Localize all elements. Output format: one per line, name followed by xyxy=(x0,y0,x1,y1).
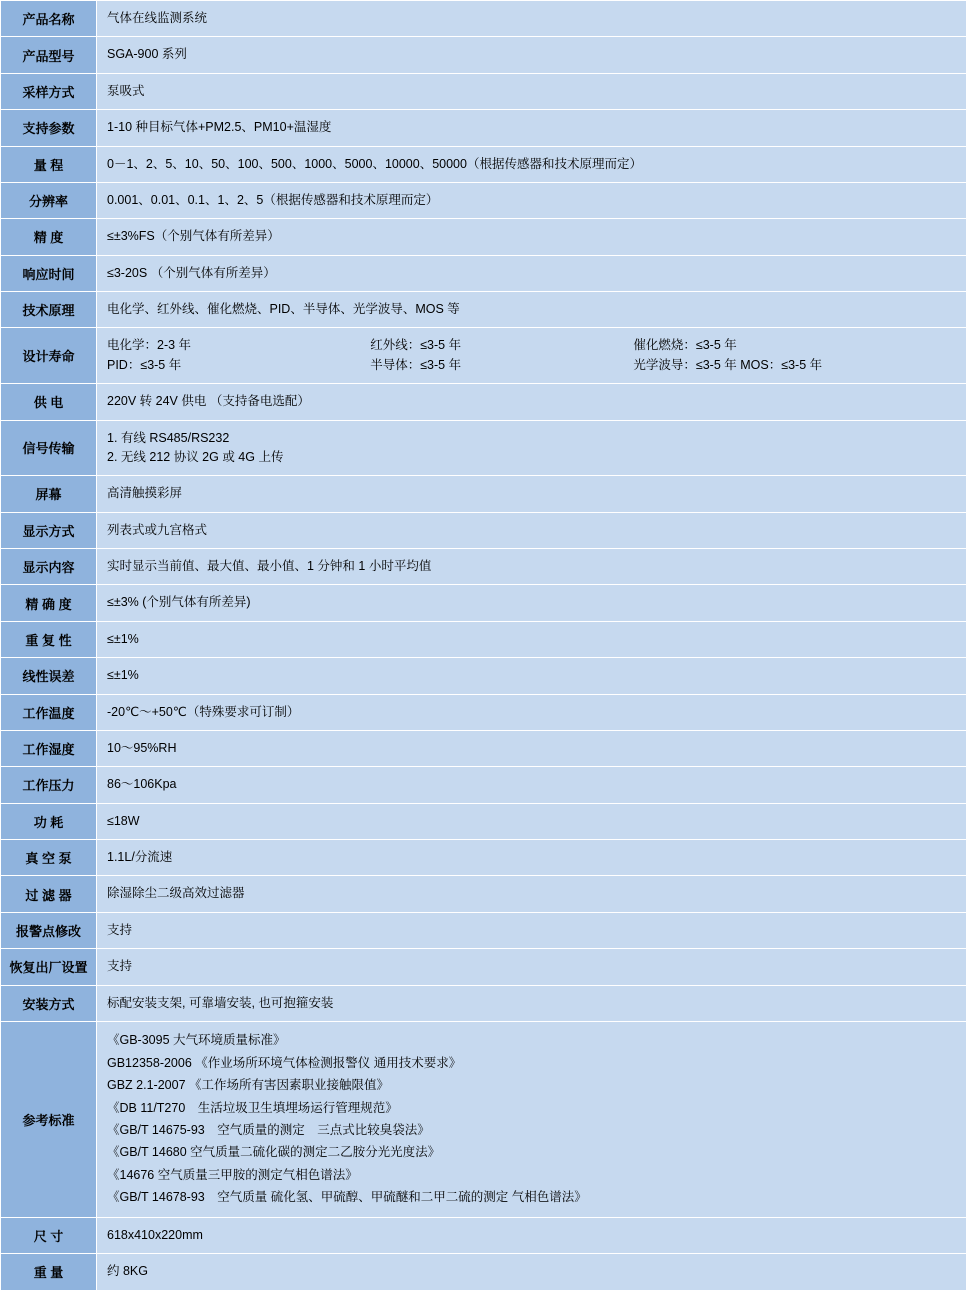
table-row xyxy=(1,182,967,218)
lifespan-cell: 红外线：≤3-5 年 xyxy=(370,338,462,353)
table-row xyxy=(1,73,967,109)
value-line: 《14676 空气质量三甲胺的测定气相色谱法》 xyxy=(107,1167,358,1182)
table-row xyxy=(1,37,967,73)
row-label: 显示内容 xyxy=(1,549,97,585)
table-row xyxy=(1,1217,967,1253)
table-row xyxy=(1,512,967,548)
row-value: 支持 xyxy=(97,912,967,948)
row-value: 86～106Kpa xyxy=(97,767,967,803)
row-label: 精 确 度 xyxy=(1,585,97,621)
row-value: ≤±3% (个别气体有所差异) xyxy=(97,585,967,621)
table-row xyxy=(1,585,967,621)
row-label: 安装方式 xyxy=(1,985,97,1021)
table-row xyxy=(1,1021,967,1217)
value-line: 《GB/T 14678-93 空气质量 硫化氢、甲硫醇、甲硫醚和二甲二硫的测定 气相色谱法》 xyxy=(107,1190,587,1204)
value-line: 《DB 11/T270 生活垃圾卫生填埋场运行管理规范》 xyxy=(107,1100,398,1115)
value-line: 《GB/T 14680 空气质量二硫化碳的测定二乙胺分光光度法》 xyxy=(107,1145,441,1160)
row-value: 约 8KG xyxy=(97,1254,967,1290)
table-row xyxy=(1,876,967,912)
value-line: GB12358-2006 《作业场所环境气体检测报警仪 通用技术要求》 xyxy=(107,1055,462,1070)
row-label: 供 电 xyxy=(1,384,97,420)
row-label: 技术原理 xyxy=(1,292,97,328)
table-row xyxy=(1,1,967,37)
table-row xyxy=(1,767,967,803)
row-label: 线性误差 xyxy=(1,658,97,694)
row-label: 支持参数 xyxy=(1,110,97,146)
row-value: 标配安装支架, 可靠墙安装, 也可抱箍安装 xyxy=(97,985,967,1021)
row-label: 精 度 xyxy=(1,219,97,255)
table-row xyxy=(1,730,967,766)
lifespan-grid xyxy=(107,336,956,375)
table-row xyxy=(1,985,967,1021)
table-row xyxy=(1,219,967,255)
row-value: -20℃～+50℃（特殊要求可订制） xyxy=(97,694,967,730)
row-value xyxy=(97,328,967,384)
row-label: 工作湿度 xyxy=(1,730,97,766)
row-label: 显示方式 xyxy=(1,512,97,548)
table-row xyxy=(1,840,967,876)
value-line: 《GB-3095 大气环境质量标准》 xyxy=(107,1033,286,1048)
value-line: 2. 无线 212 协议 2G 或 4G 上传 xyxy=(107,449,284,464)
lifespan-row xyxy=(107,336,956,355)
row-label: 尺 寸 xyxy=(1,1217,97,1253)
row-label: 真 空 泵 xyxy=(1,840,97,876)
row-label: 分辨率 xyxy=(1,182,97,218)
row-value: 泵吸式 xyxy=(97,73,967,109)
table-row xyxy=(1,110,967,146)
lifespan-cell: 催化燃烧：≤3-5 年 xyxy=(633,338,737,353)
row-value: 电化学、红外线、催化燃烧、PID、半导体、光学波导、MOS 等 xyxy=(97,292,967,328)
row-label: 工作压力 xyxy=(1,767,97,803)
row-label: 屏幕 xyxy=(1,476,97,512)
row-label: 重 复 性 xyxy=(1,621,97,657)
table-row xyxy=(1,803,967,839)
row-label: 工作温度 xyxy=(1,694,97,730)
row-value: 1-10 种目标气体+PM2.5、PM10+温湿度 xyxy=(97,110,967,146)
table-row xyxy=(1,694,967,730)
row-value: SGA-900 系列 xyxy=(97,37,967,73)
row-value: 220V 转 24V 供电 （支持备电选配） xyxy=(97,384,967,420)
row-label: 功 耗 xyxy=(1,803,97,839)
row-value: 0－1、2、5、10、50、100、500、1000、5000、10000、50000（根据传感器和技术原理而定） xyxy=(97,146,967,182)
lifespan-cell: 电化学：2-3 年 xyxy=(107,338,192,353)
row-value: 618x410x220mm xyxy=(97,1217,967,1253)
value-line: GBZ 2.1-2007 《工作场所有害因素职业接触限值》 xyxy=(107,1078,389,1093)
row-label: 产品型号 xyxy=(1,37,97,73)
lifespan-row xyxy=(107,356,956,375)
value-line: 1. 有线 RS485/RS232 xyxy=(107,430,230,445)
row-label: 设计寿命 xyxy=(1,328,97,384)
row-label: 信号传输 xyxy=(1,420,97,476)
row-value: 1.1L/分流速 xyxy=(97,840,967,876)
row-value: ≤18W xyxy=(97,803,967,839)
table-row xyxy=(1,912,967,948)
row-label: 量 程 xyxy=(1,146,97,182)
row-value: 气体在线监测系统 xyxy=(97,1,967,37)
row-value: ≤±3%FS（个别气体有所差异） xyxy=(97,219,967,255)
row-value: 0.001、0.01、0.1、1、2、5（根据传感器和技术原理而定） xyxy=(97,182,967,218)
row-value: 列表式或九宫格式 xyxy=(97,512,967,548)
row-value: ≤3-20S （个别气体有所差异） xyxy=(97,255,967,291)
table-row xyxy=(1,146,967,182)
row-value: 除湿除尘二级高效过滤器 xyxy=(97,876,967,912)
table-row xyxy=(1,476,967,512)
row-label: 响应时间 xyxy=(1,255,97,291)
table-row xyxy=(1,420,967,476)
row-label: 恢复出厂设置 xyxy=(1,949,97,985)
lifespan-cell: PID：≤3-5 年 xyxy=(107,357,182,372)
row-value: ≤±1% xyxy=(97,621,967,657)
table-row xyxy=(1,292,967,328)
row-label: 产品名称 xyxy=(1,1,97,37)
row-value: 高清触摸彩屏 xyxy=(97,476,967,512)
table-row xyxy=(1,621,967,657)
spec-table-body xyxy=(1,1,967,1291)
lifespan-cell: 半导体：≤3-5 年 xyxy=(370,357,462,372)
row-label: 报警点修改 xyxy=(1,912,97,948)
table-row xyxy=(1,328,967,384)
row-value: 实时显示当前值、最大值、最小值、1 分钟和 1 小时平均值 xyxy=(97,549,967,585)
table-row xyxy=(1,1254,967,1290)
table-row xyxy=(1,949,967,985)
row-value xyxy=(97,420,967,476)
table-row xyxy=(1,658,967,694)
row-value xyxy=(97,1021,967,1217)
row-value: 支持 xyxy=(97,949,967,985)
table-row xyxy=(1,549,967,585)
row-label: 采样方式 xyxy=(1,73,97,109)
row-label: 参考标准 xyxy=(1,1021,97,1217)
table-row xyxy=(1,384,967,420)
value-line: 《GB/T 14675-93 空气质量的测定 三点式比较臭袋法》 xyxy=(107,1122,430,1137)
row-value: ≤±1% xyxy=(97,658,967,694)
table-row xyxy=(1,255,967,291)
row-value: 10～95%RH xyxy=(97,730,967,766)
lifespan-cell: 光学波导：≤3-5 年 MOS：≤3-5 年 xyxy=(633,357,823,372)
row-label: 重 量 xyxy=(1,1254,97,1290)
row-label: 过 滤 器 xyxy=(1,876,97,912)
